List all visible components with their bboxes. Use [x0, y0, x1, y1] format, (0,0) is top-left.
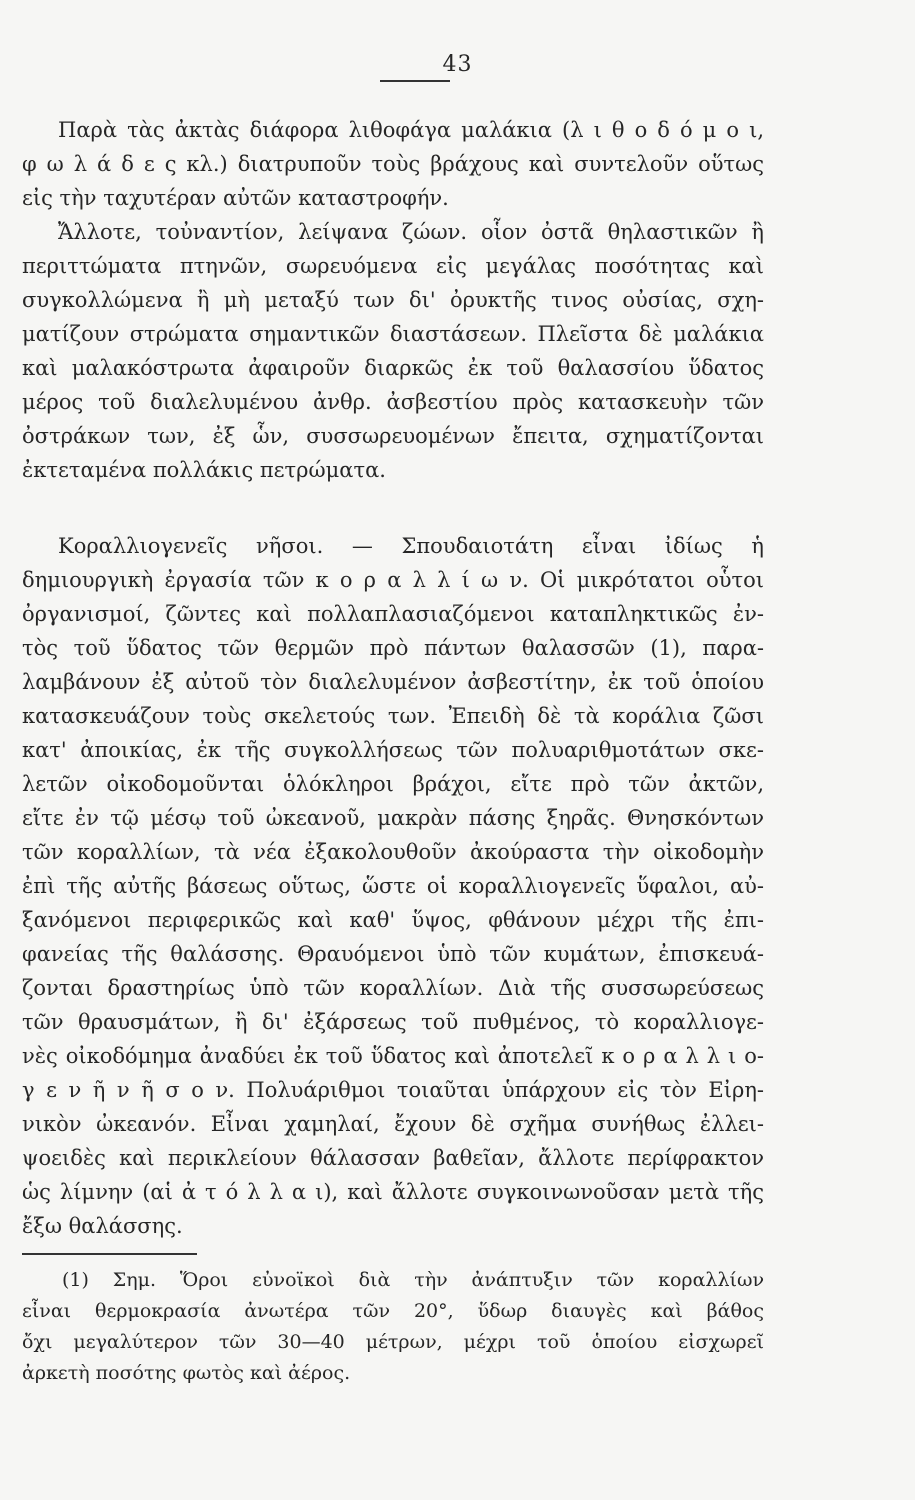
footnote-line: ὄχι μεγαλύτερον τῶν 30—40 μέτρων, μέχρι τοῦ ὁποίου εἰσχωρεῖ	[22, 1331, 764, 1353]
text-line: κατ' ἀποικίας, ἐκ τῆς συγκολλήσεως τῶν πολυαριθμοτάτων σκε-	[22, 738, 764, 762]
page-number: 43	[442, 52, 473, 77]
text-line: Ἄλλοτε, τοὐναντίον, λείψανα ζώων. οἷον ὀστᾶ θηλαστικῶν ἢ	[58, 220, 764, 244]
text-line: τὸς τοῦ ὕδατος τῶν θερμῶν πρὸ πάντων θαλασσῶν (1), παρα-	[22, 636, 764, 660]
text-line: νικὸν ὠκεανόν. Εἶναι χαμηλαί, ἔχουν δὲ σχῆμα συνήθως ἐλλει-	[22, 1112, 764, 1136]
text-line: μέρος τοῦ διαλελυμένου ἀνθρ. ἀσβεστίου πρὸς κατασκευὴν τῶν	[22, 390, 764, 414]
text-line: λετῶν οἰκοδομοῦνται ὁλόκληροι βράχοι, εἴτε πρὸ τῶν ἀκτῶν,	[22, 772, 764, 796]
text-line: ἔξω θαλάσσης.	[22, 1214, 183, 1238]
text-line: γ ε ν ῆ ν ῆ σ ο ν. Πολυάριθμοι τοιαῦται ὑπάρχουν εἰς τὸν Εἰρη-	[22, 1078, 764, 1102]
section-heading-line: Κοραλλιογενεῖς νῆσοι. — Σπουδαιοτάτη εἶναι ἰδίως ἡ	[58, 534, 764, 558]
text-line: περιττώματα πτηνῶν, σωρευόμενα εἰς μεγάλας ποσότητας καὶ	[22, 254, 764, 278]
text-line: ἐκτεταμένα πολλάκις πετρώματα.	[22, 458, 386, 482]
text-line: εἰς τὴν ταχυτέραν αὐτῶν καταστροφήν.	[22, 186, 449, 210]
text-line: φανείας τῆς θαλάσσης. Θραυόμενοι ὑπὸ τῶν κυμάτων, ἐπισκευά-	[22, 942, 764, 966]
section-gap	[22, 487, 764, 529]
text-line: ὀστράκων των, ἐξ ὧν, συσσωρευομένων ἔπειτα, σχηματίζονται	[22, 424, 764, 448]
text-line: δημιουργικὴ ἐργασία τῶν κ ο ρ α λ λ ί ω ν. Οἱ μικρότατοι οὗτοι	[22, 568, 764, 592]
text-line: νὲς οἰκοδόμημα ἀναδύει ἐκ τοῦ ὕδατος καὶ ἀποτελεῖ κ ο ρ α λ λ ι ο-	[22, 1044, 764, 1068]
text-line: τῶν θραυσμάτων, ἢ δι' ἐξάρσεως τοῦ πυθμένος, τὸ κοραλλιογε-	[22, 1010, 764, 1034]
text-line: συγκολλώμενα ἢ μὴ μεταξύ των δι' ὀρυκτῆς τινος οὐσίας, σχη-	[22, 288, 764, 312]
text-line: εἴτε ἐν τῷ μέσῳ τοῦ ὠκεανοῦ, μακρὰν πάσης ξηρᾶς. Θνησκόντων	[22, 806, 764, 830]
text-line: ἐπὶ τῆς αὐτῆς βάσεως οὕτως, ὥστε οἱ κοραλλιογενεῖς ὕφαλοι, αὐ-	[22, 874, 764, 898]
text-line: ψοειδὲς καὶ περικλείουν θάλασσαν βαθεῖαν, ἄλλοτε περίφρακτον	[22, 1146, 764, 1170]
text-line: ξανόμενοι περιφερικῶς καὶ καθ' ὕψος, φθάνουν μέχρι τῆς ἐπι-	[22, 908, 764, 932]
footnote-line: (1) Σημ. Ὅροι εὐνοϊκοὶ διὰ τὴν ἀνάπτυξιν τῶν κοραλλίων	[62, 1269, 764, 1291]
text-line: καὶ μαλακόστρωτα ἀφαιροῦν διαρκῶς ἐκ τοῦ θαλασσίου ὕδατος	[22, 356, 764, 380]
footnote-line: ἀρκετὴ ποσότης φωτὸς καὶ ἀέρος.	[22, 1362, 351, 1384]
text-line: ζονται δραστηρίως ὑπὸ τῶν κοραλλίων. Διὰ τῆς συσσωρεύσεως	[22, 976, 764, 1000]
text-line: Παρὰ τὰς ἀκτὰς διάφορα λιθοφάγα μαλάκια (λ ι θ ο δ ό μ ο ι,	[58, 118, 764, 142]
text-line: ματίζουν στρώματα σημαντικῶν διαστάσεων. Πλεῖστα δὲ μαλάκια	[22, 322, 764, 346]
text-line: ὡς λίμνην (αἱ ἀ τ ό λ λ α ι), καὶ ἄλλοτε συγκοινωνοῦσαν μετὰ τῆς	[22, 1180, 764, 1204]
text-line: τῶν κοραλλίων, τὰ νέα ἐξακολουθοῦν ἀκούραστα τὴν οἰκοδομὴν	[22, 840, 764, 864]
footnote-rule	[22, 1253, 197, 1255]
body-text	[22, 113, 764, 1243]
text-line: φ ω λ ά δ ε ς κλ.) διατρυποῦν τοὺς βράχους καὶ συντελοῦν οὕτως	[22, 152, 764, 176]
text-line: ὀργανισμοί, ζῶντες καὶ πολλαπλασιαζόμενοι καταπληκτικῶς ἐν-	[22, 602, 764, 626]
header-rule	[380, 80, 450, 82]
text-line: λαμβάνουν ἐξ αὐτοῦ τὸν διαλελυμένον ἀσβεστίτην, ἐκ τοῦ ὁποίου	[22, 670, 764, 694]
footnote	[22, 1265, 764, 1389]
footnote-line: εἶναι θερμοκρασία ἀνωτέρα τῶν 20°, ὕδωρ διαυγὲς καὶ βάθος	[22, 1300, 764, 1322]
text-line: κατασκευάζουν τοὺς σκελετούς των. Ἐπειδὴ δὲ τὰ κοράλια ζῶσι	[22, 704, 764, 728]
